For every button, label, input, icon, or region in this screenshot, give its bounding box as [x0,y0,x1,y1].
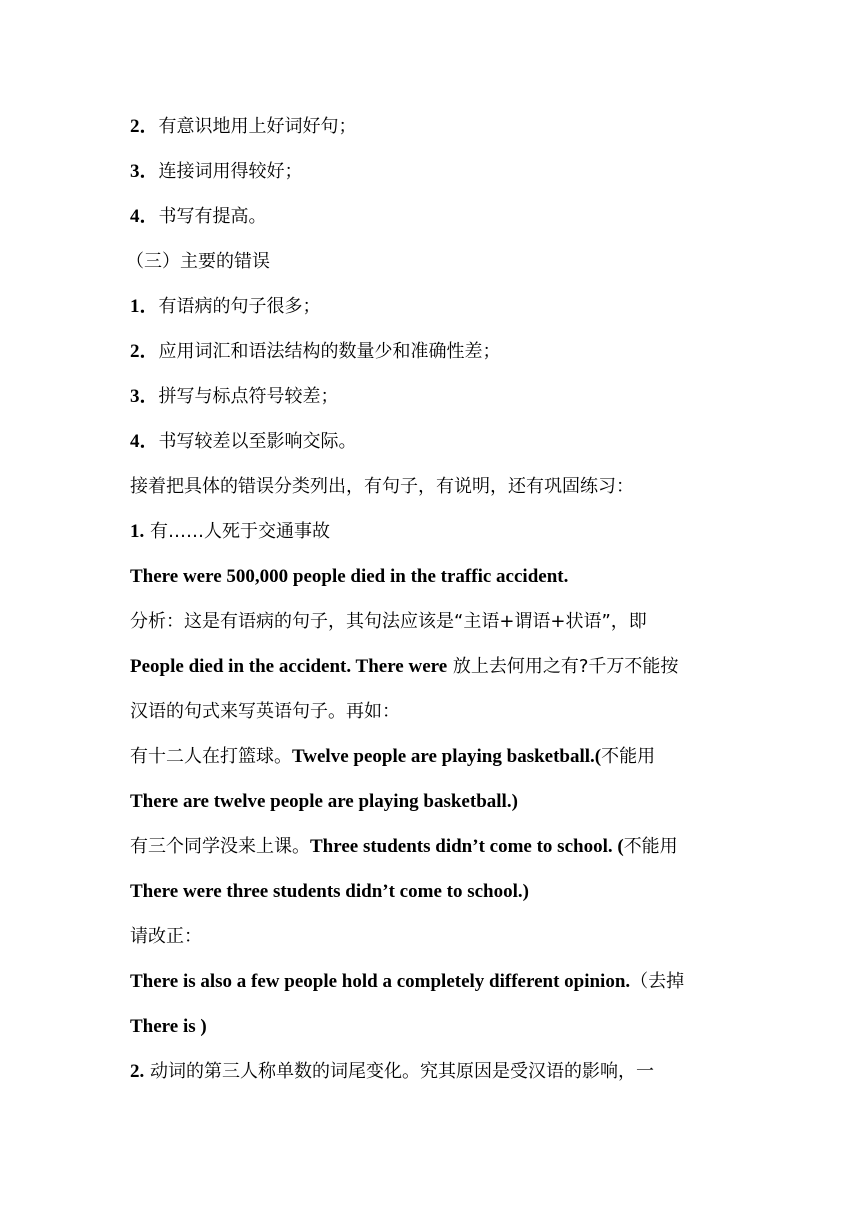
analysis-line-3 [130,689,730,734]
item-number: 3． [130,161,159,182]
paragraph-text: 接着把具体的错误分类列出，有句子，有说明，还有巩固练习： [130,476,634,497]
paragraph-text: 汉语的句式来写英语句子。再如： [130,701,400,722]
item-number: 4． [130,206,159,227]
item-text: 动词的第三人称单数的词尾变化。究其原因是受汉语的影响，一 [144,1061,654,1082]
english-text: There is also a few people hold a completely different opinion. [130,971,631,992]
item-number: 4． [130,431,159,452]
item-number: 3． [130,386,159,407]
english-text: There is ) [130,1016,207,1037]
exercise-prompt [130,914,730,959]
strength-item-4 [130,194,730,239]
item-text: 应用词汇和语法结构的数量少和准确性差； [158,341,501,362]
item-text: 书写有提高。 [158,206,267,227]
error-item-4 [130,419,730,464]
exercise-line-1 [130,959,730,1004]
example-line-1 [130,734,730,779]
item-number: 1. [130,521,145,542]
section-heading-main-errors [126,239,726,284]
error-item-3 [130,374,730,419]
error-item-2 [130,329,730,374]
item-text: 有……人死于交通事故 [144,521,330,542]
english-text: There were three students didn’t come to school.) [130,881,529,902]
english-text: Twelve people are playing basketball.( [292,746,602,767]
english-text: There are twelve people are playing basketball.) [130,791,518,812]
english-text: Three students didn’t come to school. ( [310,836,624,857]
paragraph-text: 放上去何用之有?千万不能按 [447,656,679,677]
paragraph-text: 分析：这是有语病的句子，其句法应该是“主语+谓语+状语”，即 [130,611,647,632]
strength-item-2 [130,104,730,149]
item-text: 连接词用得较好； [158,161,303,182]
strength-item-3 [130,149,730,194]
chinese-tail: 不能用 [623,836,678,857]
chinese-tail: 不能用 [601,746,656,767]
error-item-1 [130,284,730,329]
analysis-line-2 [130,644,730,689]
exercise-line-2 [130,1004,730,1049]
item-text: 拼写与标点符号较差； [158,386,339,407]
item-number: 2. [130,1061,145,1082]
item-number: 1． [130,296,159,317]
error-category-1 [130,509,730,554]
item-text: 有语病的句子很多； [158,296,321,317]
english-text: There were 500,000 people died in the traffic accident. [130,566,569,587]
example-line-2 [130,779,730,824]
intro-paragraph [130,464,730,509]
item-text: 书写较差以至影响交际。 [158,431,357,452]
error-category-2 [130,1049,730,1094]
example-sentence [130,554,730,599]
paragraph-text: 请改正： [130,926,202,947]
example-line-4 [130,869,730,914]
english-text: People died in the accident. There were [130,656,448,677]
item-text: 有意识地用上好词好句； [158,116,357,137]
section-heading-text: （三）主要的错误 [126,251,270,272]
chinese-tail: （去掉 [630,971,685,992]
example-line-3 [130,824,730,869]
analysis-line-1 [130,599,730,644]
item-number: 2． [130,341,159,362]
chinese-text: 有十二人在打篮球。 [130,746,292,767]
item-number: 2． [130,116,159,137]
chinese-text: 有三个同学没来上课。 [130,836,310,857]
